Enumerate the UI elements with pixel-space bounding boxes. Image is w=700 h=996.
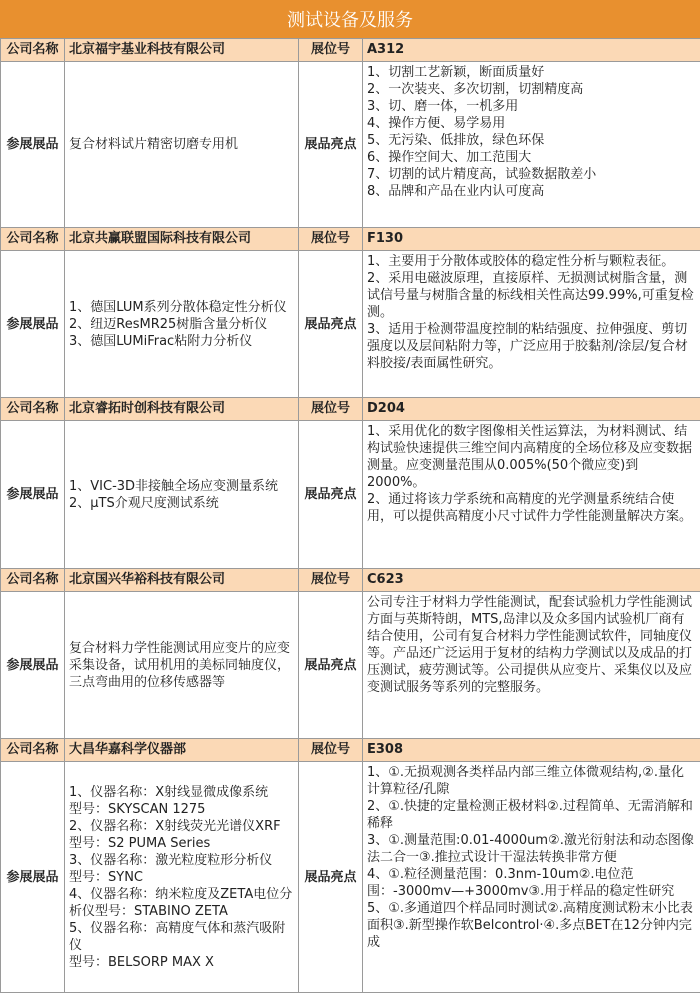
exhibit-line: 3、德国LUMiFrac粘附力分析仪 (69, 333, 253, 349)
exhibit-line: 5、仪器名称：高精度气体和蒸汽吸附仪 (69, 920, 286, 953)
highlight-label: 展品亮点 (299, 421, 363, 569)
booth-label: 展位号 (299, 228, 363, 251)
exhibit-line: 2、μTS介观尺度测试系统 (69, 495, 219, 511)
exhibit-line: 2、仪器名称：X射线荧光光谱仪XRF (69, 818, 281, 834)
highlight-item: 1、采用优化的数字图像相关性运算法，为材料测试、结构试验快速提供三维空间内高精度的全场位移及应变数据测量。应变测量范围从0.005%(50个微应变)到2000%。 (367, 424, 693, 490)
highlight-label: 展品亮点 (299, 251, 363, 398)
exhibit-products (65, 251, 299, 398)
highlight-item: 3、切、磨一体，一机多用 (367, 99, 519, 114)
exhibit-line: 复合材料试片精密切磨专用机 (69, 137, 239, 152)
exhibit-products (65, 421, 299, 569)
company-header-row (1, 569, 700, 592)
highlight-item: 2、①.快捷的定量检测正极材料②.过程简单、无需消解和稀释 (367, 799, 693, 831)
booth-number: A312 (363, 39, 700, 62)
exhibit-label: 参展展品 (1, 62, 65, 228)
exhibit-line: 1、VIC-3D非接触全场应变测量系统 (69, 478, 279, 494)
company-header-row (1, 739, 700, 762)
booth-number: C623 (363, 569, 700, 592)
company-name: 北京福宇基业科技有限公司 (65, 39, 299, 62)
highlight-item: 2、通过将该力学系统和高精度的光学测量系统结合使用，可以提供高精度小尺寸试件力学性能测量解决方案。 (367, 492, 693, 524)
page-title: 测试设备及服务 (0, 0, 700, 38)
company-label: 公司名称 (1, 228, 65, 251)
exhibit-highlights (363, 421, 700, 569)
exhibit-line: 3、仪器名称：激光粒度粒形分析仪 (69, 852, 273, 868)
highlight-item: 1、主要用于分散体或胶体的稳定性分析与颗粒表征。 (367, 254, 675, 269)
booth-label: 展位号 (299, 739, 363, 762)
exhibit-label: 参展展品 (1, 421, 65, 569)
exhibit-label: 参展展品 (1, 251, 65, 398)
company-header-row (1, 39, 700, 62)
exhibit-row (1, 421, 700, 569)
highlight-label: 展品亮点 (299, 62, 363, 228)
highlight-item: 6、操作空间大、加工范围大 (367, 150, 532, 165)
highlight-item: 4、①.粒径测量范围：0.3nm-10um②.电位范围：-3000mv—+3000mv③.用于样品的稳定性研究 (367, 867, 675, 899)
exhibit-highlights (363, 762, 700, 993)
exhibit-highlights (363, 592, 700, 739)
exhibit-label: 参展展品 (1, 592, 65, 739)
company-name: 北京共赢联盟国际科技有限公司 (65, 228, 299, 251)
booth-number: D204 (363, 398, 700, 421)
exhibit-label: 参展展品 (1, 762, 65, 993)
company-header-row (1, 228, 700, 251)
exhibit-products (65, 762, 299, 993)
exhibit-highlights (363, 251, 700, 398)
exhibit-line: 4、仪器名称：纳米粒度及ZETA电位分析仪型号：STABINO ZETA (69, 886, 293, 919)
exhibit-line: 复合材料力学性能测试用应变片的应变采集设备，试用机用的美标同轴度仪，三点弯曲用的位移传感器等 (69, 640, 291, 690)
highlight-item: 3、①.测量范围:0.01-4000um②.激光衍射法和动态图像法二合一③.推拉式设计干湿法转换非常方便 (367, 833, 694, 865)
exhibit-row (1, 592, 700, 739)
highlight-item: 7、切割的试片精度高，试验数据散差小 (367, 167, 597, 182)
exhibit-products (65, 592, 299, 739)
exhibit-row (1, 762, 700, 993)
exhibit-line: 2、纽迈ResMR25树脂含量分析仪 (69, 316, 268, 332)
company-name: 北京国兴华裕科技有限公司 (65, 569, 299, 592)
highlight-item: 2、一次装夹、多次切割，切割精度高 (367, 82, 584, 97)
company-label: 公司名称 (1, 39, 65, 62)
exhibit-line: 型号：S2 PUMA Series (69, 835, 211, 851)
booth-label: 展位号 (299, 39, 363, 62)
exhibit-row (1, 251, 700, 398)
highlight-item: 5、①.多通道四个样品同时测试②.高精度测试粉末小比表面积③.新型操作软Belcontrol·④.多点BET在12分钟内完成 (367, 901, 693, 950)
exhibit-line: 1、德国LUM系列分散体稳定性分析仪 (69, 299, 287, 315)
exhibit-products (65, 62, 299, 228)
company-name: 北京睿拓时创科技有限公司 (65, 398, 299, 421)
highlight-label: 展品亮点 (299, 592, 363, 739)
highlight-item: 1、切割工艺新颖，断面质量好 (367, 65, 545, 80)
exhibit-line: 型号：SYNC (69, 869, 143, 885)
highlight-item: 1、①.无损观测各类样品内部三维立体微观结构,②.量化计算粒径/孔隙 (367, 765, 684, 797)
highlight-item: 公司专注于材料力学性能测试，配套试验机力学性能测试方面与英斯特朗，MTS,岛津以及众多国内试验机厂商有结合使用，公司有复合材料力学性能测试软件，同轴度仪等。产品还广泛运用于复材的结构力学测试以及成品的打压测试，疲劳测试等。公司提供从应变片、采集仪以及应变测试服务等系列的完整服务。 (367, 595, 693, 695)
exhibit-highlights (363, 62, 700, 228)
company-label: 公司名称 (1, 739, 65, 762)
exhibit-row (1, 62, 700, 228)
exhibit-line: 1、仪器名称：X射线显微成像系统 (69, 784, 269, 800)
exhibit-line: 型号：BELSORP MAX X (69, 954, 214, 970)
highlight-item: 8、品牌和产品在业内认可度高 (367, 184, 545, 199)
highlight-item: 5、无污染、低排放，绿色环保 (367, 133, 545, 148)
highlight-item: 4、操作方便、易学易用 (367, 116, 506, 131)
booth-number: F130 (363, 228, 700, 251)
company-header-row (1, 398, 700, 421)
booth-label: 展位号 (299, 569, 363, 592)
company-label: 公司名称 (1, 569, 65, 592)
booth-number: E308 (363, 739, 700, 762)
company-name: 大昌华嘉科学仪器部 (65, 739, 299, 762)
booth-label: 展位号 (299, 398, 363, 421)
company-label: 公司名称 (1, 398, 65, 421)
highlight-item: 3、适用于检测带温度控制的粘结强度、拉伸强度、剪切强度以及层间粘附力等，广泛应用于胶黏剂/涂层/复合材料胶接/表面属性研究。 (367, 322, 688, 371)
highlight-item: 2、采用电磁波原理，直接原样、无损测试树脂含量，测试信号量与树脂含量的标线相关性高达99.99%,可重复检测。 (367, 271, 694, 320)
highlight-label: 展品亮点 (299, 762, 363, 993)
exhibit-line: 型号：SKYSCAN 1275 (69, 801, 206, 817)
exhibitor-table (0, 38, 700, 993)
